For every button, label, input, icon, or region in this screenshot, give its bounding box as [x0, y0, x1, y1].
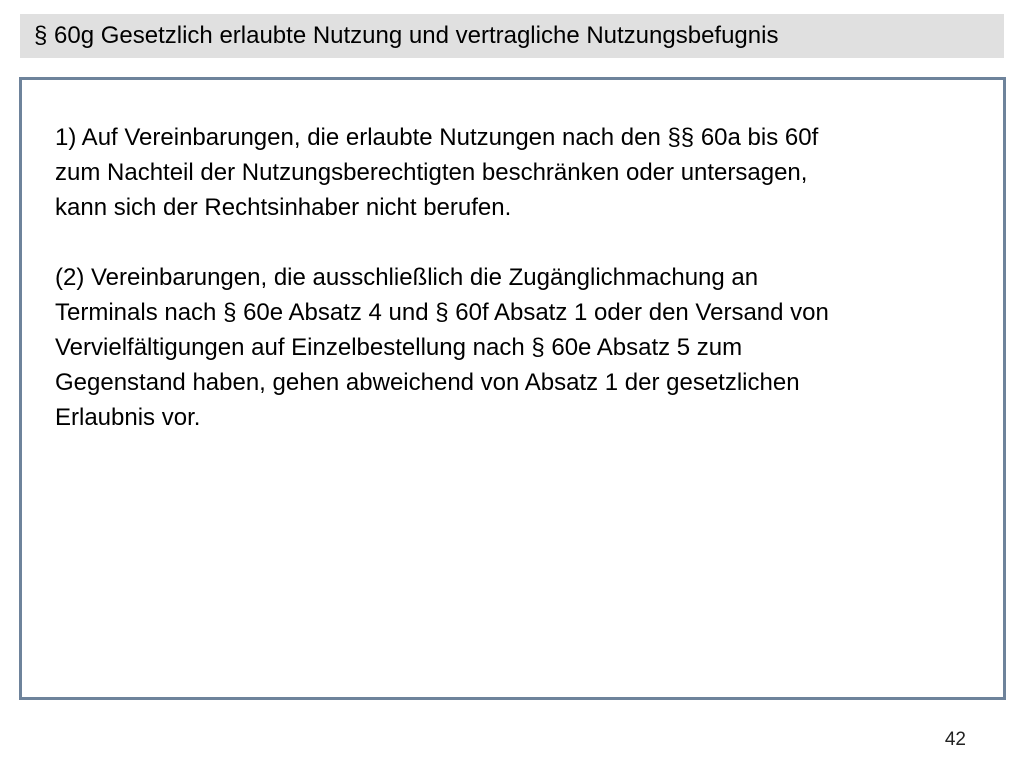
paragraph-line: (2) Vereinbarungen, die ausschließlich die Zugänglichmachung an	[55, 264, 759, 291]
paragraph-line: zum Nachteil der Nutzungsberechtigten beschränken oder untersagen,	[55, 159, 808, 186]
content-box	[19, 77, 1006, 700]
paragraph-line: Gegenstand haben, gehen abweichend von Absatz 1 der gesetzlichen	[55, 369, 800, 396]
paragraph-line: 1) Auf Vereinbarungen, die erlaubte Nutzungen nach den §§ 60a bis 60f	[55, 124, 819, 151]
body-text	[55, 120, 985, 435]
slide-title-bar	[20, 14, 1004, 58]
page-number: 42	[944, 729, 966, 750]
paragraph-line: kann sich der Rechtsinhaber nicht berufen.	[55, 194, 512, 221]
paragraph-line: Erlaubnis vor.	[55, 404, 201, 431]
paragraph-line: Vervielfältigungen auf Einzelbestellung nach § 60e Absatz 5 zum	[55, 334, 743, 361]
paragraph-2	[55, 260, 985, 435]
paragraph-1	[55, 120, 985, 225]
paragraph-line: Terminals nach § 60e Absatz 4 und § 60f Absatz 1 oder den Versand von	[55, 299, 829, 326]
slide-title: § 60g Gesetzlich erlaubte Nutzung und vertragliche Nutzungsbefugnis	[34, 22, 779, 49]
